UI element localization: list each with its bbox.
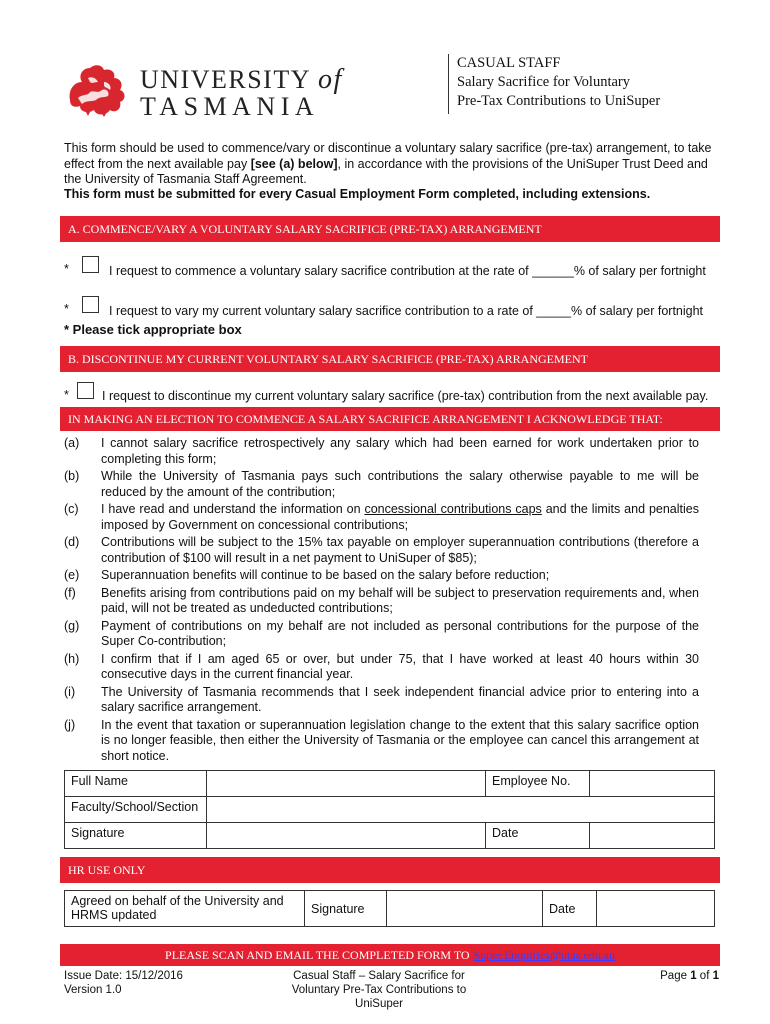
vary-option-label: I request to vary my current voluntary salary sacrifice contribution to a rate of _____% of salary per fortnight [109, 304, 704, 318]
hr-signature-field[interactable] [387, 891, 543, 927]
list-item: (c) I have read and understand the information on concessional contributions caps and the limits and penalties imposed by Government on concessional contributions; [64, 502, 699, 532]
footer-doc-title: Casual Staff – Salary Sacrifice for Voluntary Pre-Tax Contributions to UniSuper [291, 970, 467, 1010]
full-name-label: Full Name [65, 771, 207, 797]
full-name-field[interactable] [207, 771, 486, 797]
email-link[interactable]: Super.Enquiries@utas.edu.au [473, 947, 615, 962]
list-item: (g) Payment of contributions on my behalf are not included as personal contributions for the purpose of the Super Co-contribution; [64, 618, 699, 648]
list-item: (f) Benefits arising from contributions paid on my behalf will be subject to preservation requirements and, when paid, will not be treated as undeducted contributions; [64, 585, 699, 615]
section-a-header: A. COMMENCE/VARY A VOLUNTARY SALARY SACRIFICE (PRE-TAX) ARRANGEMENT [60, 216, 720, 242]
tick-note: * Please tick appropriate box [64, 322, 242, 337]
faculty-field[interactable] [207, 797, 715, 823]
discontinue-option: * I request to discontinue my current voluntary salary sacrifice (pre-tax) contribution from the next available pay. [64, 388, 724, 408]
employee-no-field[interactable] [590, 771, 715, 797]
hr-agreed-label: Agreed on behalf of the University and HRMS updated [65, 891, 305, 927]
discontinue-checkbox[interactable] [77, 382, 94, 399]
acknowledge-list [64, 436, 699, 766]
university-logo [64, 60, 354, 120]
logo-university-text: UNIVERSITY of [140, 64, 343, 95]
lion-emblem-icon [64, 60, 134, 118]
hr-table [64, 890, 715, 927]
form-title [448, 54, 660, 114]
list-item: (e) Superannuation benefits will continue to be based on the salary before reduction; [64, 568, 550, 582]
commence-option: * I request to commence a voluntary salary sacrifice contribution at the rate of ______% of salary per fortnight [64, 262, 724, 282]
email-instruction-bar [60, 944, 720, 966]
section-b-header: B. DISCONTINUE MY CURRENT VOLUNTARY SALARY SACRIFICE (PRE-TAX) ARRANGEMENT [60, 346, 720, 372]
version: Version 1.0 [64, 984, 122, 996]
list-item: (j) In the event that taxation or superannuation legislation change to the extent that this salary sacrifice option is no longer feasible, then either the University of Tasmania or the employee can cancel this arrangement at short notice. [64, 717, 699, 763]
list-item: (d) Contributions will be subject to the 15% tax payable on employer superannuation contributions (therefore a contribution of $100 will result in a net payment to UniSuper of $85); [64, 535, 699, 565]
form-title-line2: Salary Sacrifice for Voluntary [457, 74, 631, 90]
vary-checkbox[interactable] [82, 296, 99, 313]
signature-label: Signature [65, 823, 207, 849]
email-instruction-text: PLEASE SCAN AND EMAIL THE COMPLETED FORM TO [165, 947, 470, 962]
hr-signature-label: Signature [305, 891, 387, 927]
list-item: (a) I cannot salary sacrifice retrospectively any salary which had been earned for work undertaken prior to completing this form; [64, 436, 699, 466]
hr-date-field[interactable] [597, 891, 715, 927]
form-title-line1: CASUAL STAFF [457, 55, 561, 71]
footer-issue-info [64, 969, 183, 997]
concessional-caps-link[interactable]: concessional contributions caps [364, 502, 542, 516]
page-number: Page 1 of 1 [660, 970, 719, 982]
list-item: (h) I confirm that if I am aged 65 or over, but under 75, that I have worked at least 40 hours within 30 consecutive days in the current financial year. [64, 651, 699, 681]
intro-paragraph: This form should be used to commence/vary or discontinue a voluntary salary sacrifice (pre-tax) arrangement, to take effect from the next available pay [see (a) below], in accordance with the provisions of the UniSuper Trust Deed and the University of Tasmania Staff Agreement. [64, 141, 712, 186]
faculty-label: Faculty/School/Section [65, 797, 207, 823]
employee-details-table [64, 770, 715, 849]
acknowledge-header: IN MAKING AN ELECTION TO COMMENCE A SALARY SACRIFICE ARRANGEMENT I ACKNOWLEDGE THAT: [60, 407, 720, 431]
hr-use-header: HR USE ONLY [60, 857, 720, 883]
discontinue-option-label: I request to discontinue my current voluntary salary sacrifice (pre-tax) contribution from the next available pay. [102, 389, 709, 403]
logo-tasmania-text: TASMANIA [140, 92, 320, 121]
intro-requirement: This form must be submitted for every Casual Employment Form completed, including extensions. [64, 187, 651, 201]
list-item: (i) The University of Tasmania recommends that I seek independent financial advice prior to entering into a salary sacrifice arrangement. [64, 684, 699, 714]
signature-field[interactable] [207, 823, 486, 849]
commence-option-label: I request to commence a voluntary salary sacrifice contribution at the rate of ______% of salary per fortnight [109, 264, 706, 278]
employee-no-label: Employee No. [486, 771, 590, 797]
date-label: Date [486, 823, 590, 849]
vary-option: * I request to vary my current voluntary salary sacrifice contribution to a rate of _____% of salary per fortnight [64, 302, 724, 322]
date-field[interactable] [590, 823, 715, 849]
commence-checkbox[interactable] [82, 256, 99, 273]
form-title-line3: Pre-Tax Contributions to UniSuper [457, 93, 661, 109]
hr-date-label: Date [543, 891, 597, 927]
list-item: (b) While the University of Tasmania pays such contributions the salary otherwise payable to me will be reduced by the amount of the contribution; [64, 469, 699, 499]
issue-date: Issue Date: 15/12/2016 [64, 970, 183, 982]
